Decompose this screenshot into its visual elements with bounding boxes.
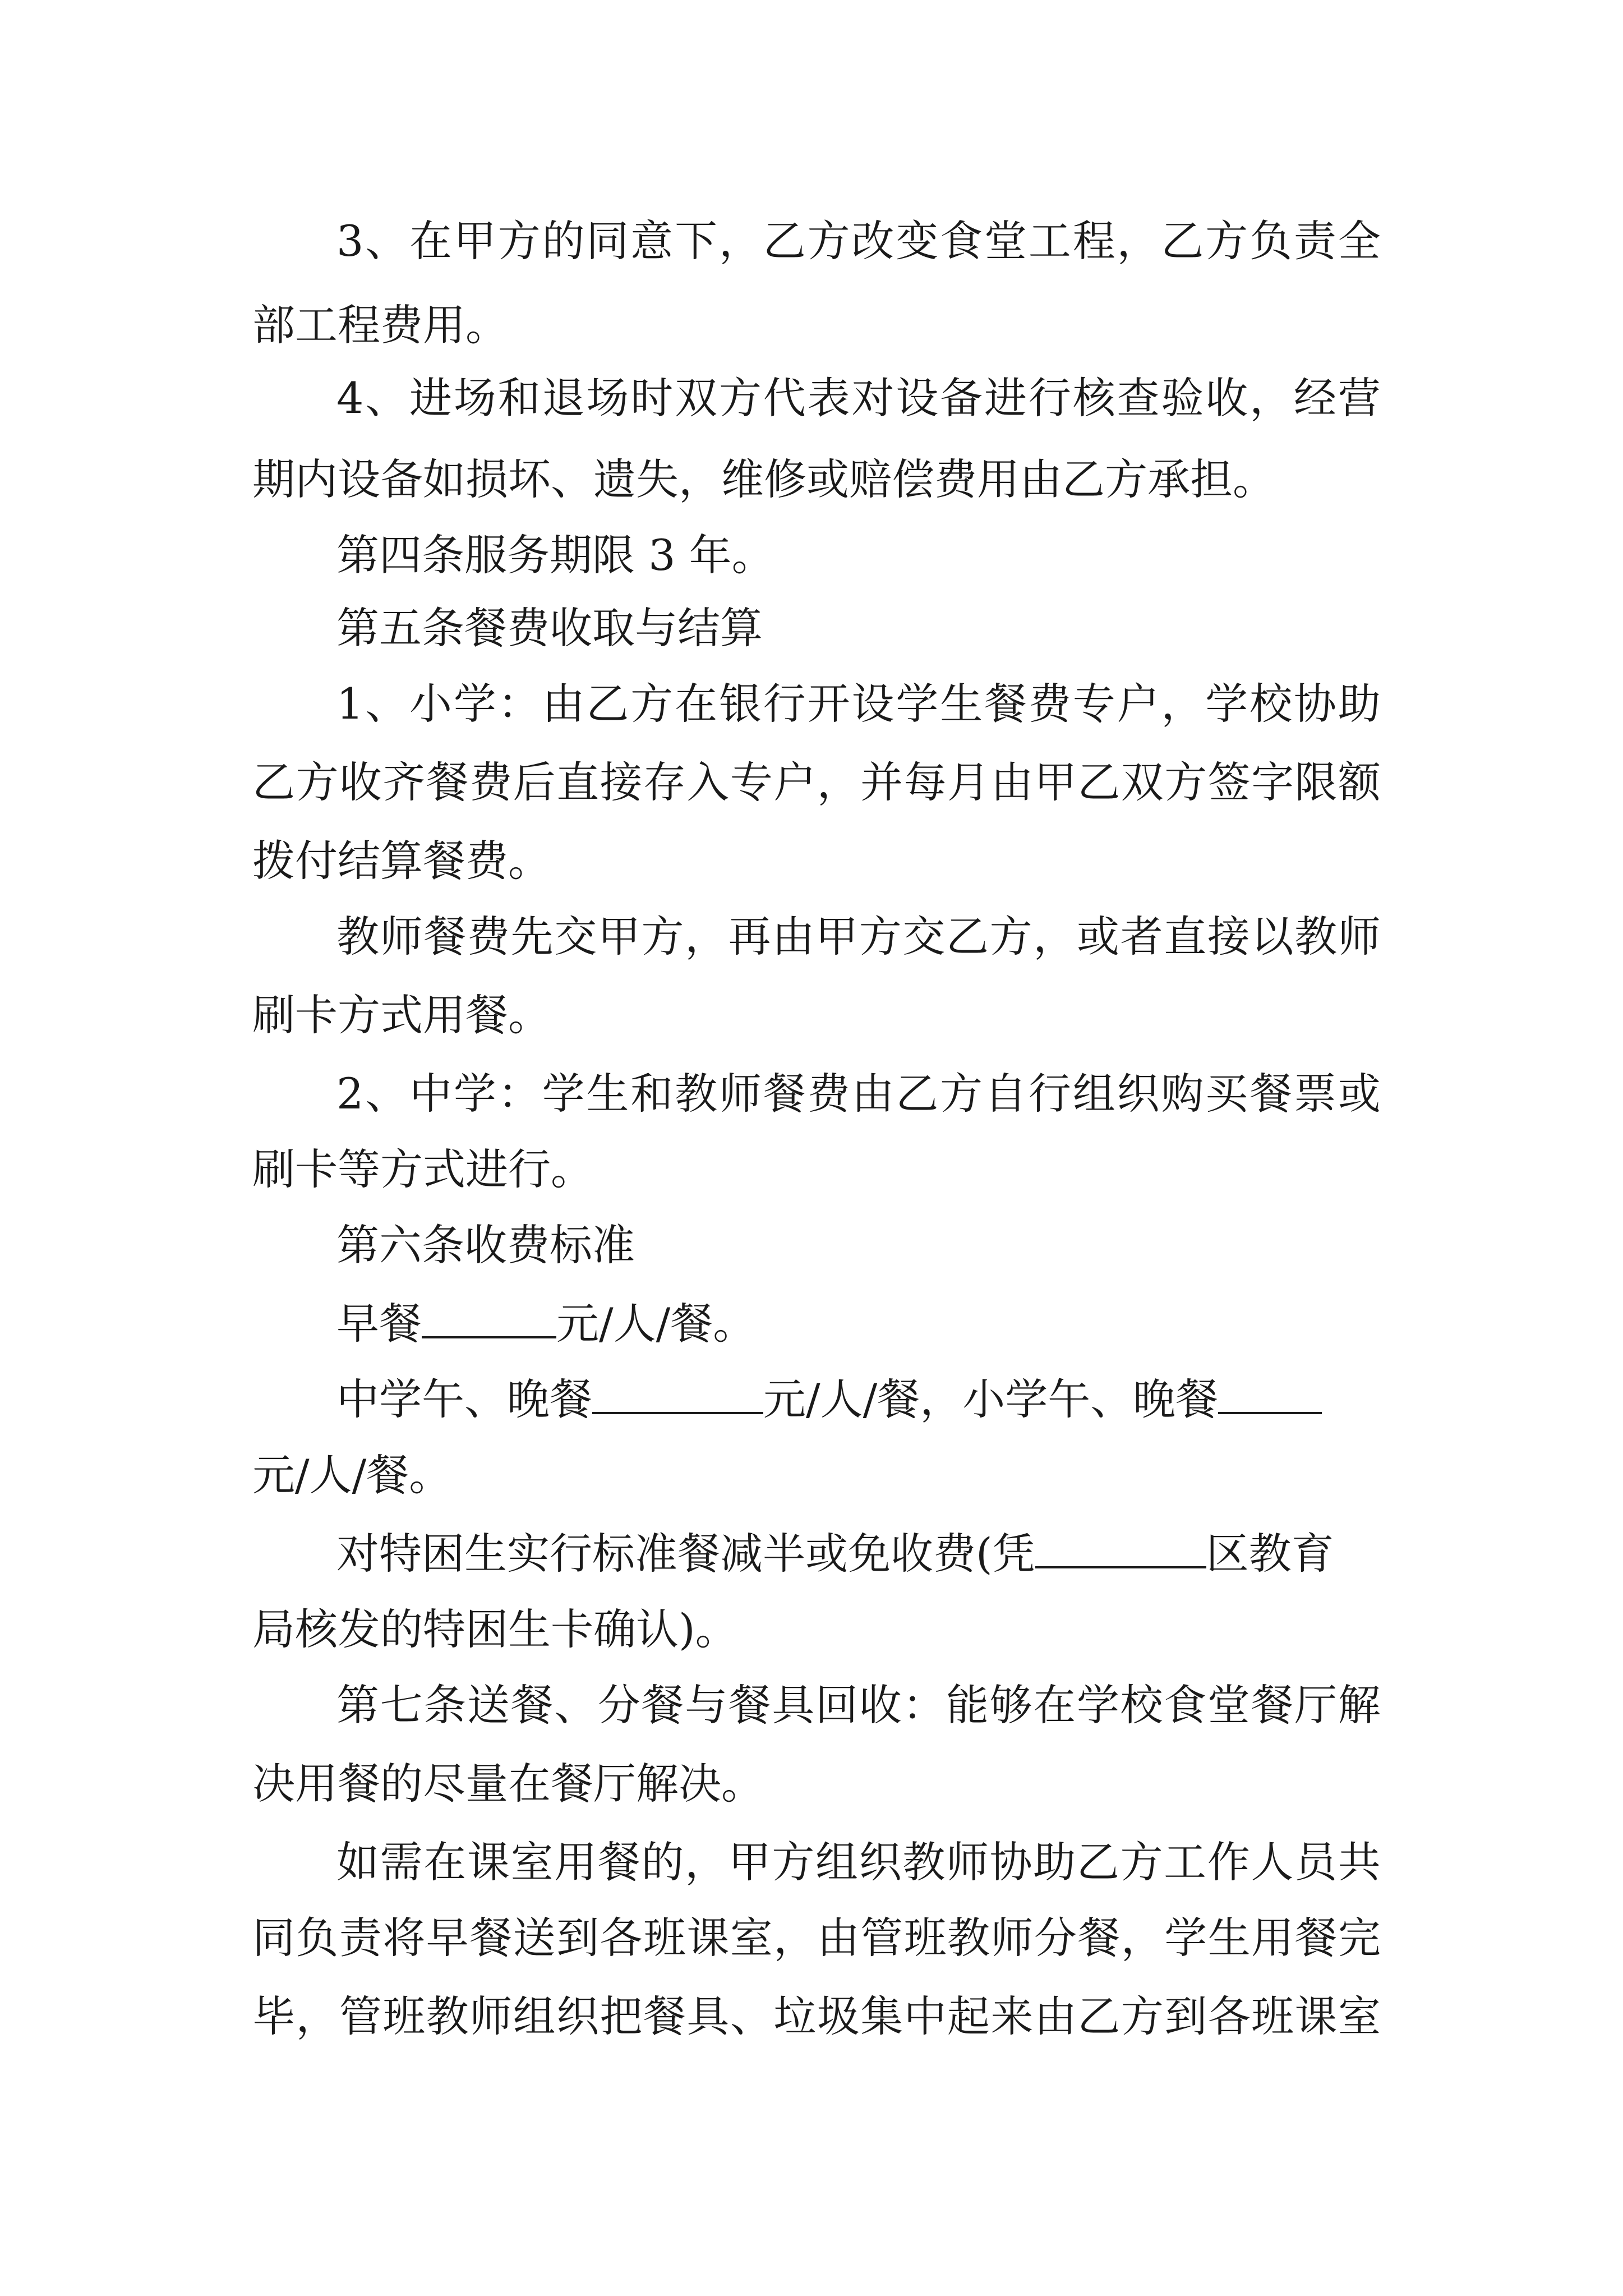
text-char: 由	[817, 1913, 860, 1963]
text-char: 师	[946, 1837, 989, 1887]
text-char: 乙	[896, 1069, 939, 1119]
text-char: 堂	[1207, 1680, 1250, 1730]
text-char: 织	[556, 1991, 600, 2041]
text-char: 餐	[1077, 1913, 1121, 1963]
text-char: 集	[860, 1991, 903, 2041]
text-char: 教	[675, 1069, 718, 1119]
text-char: 与	[685, 1680, 728, 1730]
text-char: 学	[1164, 1913, 1207, 1963]
text-char: 餐	[510, 1680, 554, 1730]
text-char: 验	[1161, 373, 1204, 423]
text-char: 核	[1072, 373, 1115, 423]
text-char: 进	[984, 373, 1027, 423]
text-char: 助	[1033, 1837, 1076, 1887]
text-char: 户	[1117, 679, 1160, 729]
text-char: 乙	[1077, 1991, 1121, 2041]
text-char: 组	[513, 1991, 556, 2041]
text-char: 分	[1034, 1913, 1077, 1963]
text-char: 课	[1294, 1991, 1338, 2041]
text-line: 期内设备如损坏、遗失，维修或赔偿费用由乙方承担。	[252, 454, 1275, 504]
text-char: ，	[1121, 1913, 1164, 1963]
text-char: 中	[409, 1069, 453, 1119]
text-char: 意	[630, 216, 674, 266]
text-char: 、	[554, 1680, 597, 1730]
text-char: 购	[1161, 1069, 1204, 1119]
text-char: 餐	[763, 1069, 806, 1119]
text-char: ，	[817, 757, 860, 807]
text-char: 费	[467, 912, 510, 961]
text-char: 课	[686, 1913, 730, 1963]
text-char: 用	[1251, 1913, 1294, 1963]
text-char: ：	[497, 1069, 541, 1119]
text-char: 由	[542, 679, 585, 729]
text-line: 第五条餐费收取与结算	[336, 603, 763, 653]
text-char: 同	[252, 1913, 295, 1963]
text-line	[252, 1913, 1381, 1963]
text-char: 交	[902, 912, 946, 961]
text-char: ：	[497, 679, 541, 729]
text-char: 程	[1072, 216, 1115, 266]
text-char: 垃	[773, 1991, 817, 2041]
text-char: 师	[718, 1069, 762, 1119]
text-char: 食	[1164, 1680, 1207, 1730]
text-char: 各	[1207, 1991, 1251, 2041]
text-char: 收	[859, 1680, 902, 1730]
text-char: 师	[380, 912, 423, 961]
text-line: 拨付结算餐费。	[252, 836, 551, 886]
text-char: 查	[1117, 373, 1160, 423]
text-char: 交	[554, 912, 597, 961]
text-char: 票	[1293, 1069, 1336, 1119]
text-line	[336, 1299, 755, 1349]
text-char: 代	[763, 373, 806, 423]
text-char: 校	[1249, 679, 1293, 729]
text-char: 方	[772, 1837, 815, 1887]
text-char: 双	[675, 373, 718, 423]
text-char: 来	[990, 1991, 1034, 2041]
text-char: 负	[296, 1913, 339, 1963]
text-char: 行	[1028, 373, 1071, 423]
text-char: 、	[365, 1069, 408, 1119]
text-char: 管	[339, 1991, 382, 2041]
text-char: 由	[990, 757, 1034, 807]
text-char: 学	[1205, 679, 1248, 729]
text-char: ，	[1033, 912, 1076, 961]
text-char: 分	[597, 1680, 640, 1730]
text-char: 、	[365, 679, 408, 729]
text-char: 生	[586, 1069, 629, 1119]
text-char: 设	[896, 373, 939, 423]
text-char: 教	[947, 1913, 990, 1963]
text-char: 教	[426, 1991, 469, 2041]
text-char: 直	[556, 757, 600, 807]
text-char: 餐	[1249, 1069, 1293, 1119]
text-char: 买	[1205, 1069, 1248, 1119]
text-char: 师	[990, 1913, 1034, 1963]
text-char: 乙	[1076, 1837, 1119, 1887]
text-segment: 对特困生实行标准餐减半或免收费(凭	[336, 1529, 1035, 1579]
text-char: 直	[1164, 912, 1207, 961]
text-char: 助	[1338, 679, 1381, 729]
text-char: 方	[1164, 757, 1207, 807]
text-char: 费	[469, 757, 513, 807]
text-char: 管	[860, 1913, 903, 1963]
text-char: 能	[946, 1680, 989, 1730]
text-char: 或	[1338, 1069, 1381, 1119]
text-char: 接	[1207, 912, 1250, 961]
text-char: 甲	[815, 912, 859, 961]
text-char: 学	[1076, 1680, 1119, 1730]
text-char: ，	[718, 216, 762, 266]
text-char: 如	[336, 1837, 379, 1887]
text-char: 表	[807, 373, 850, 423]
text-char: 作	[1207, 1837, 1250, 1887]
text-line	[252, 757, 1381, 808]
text-char: 到	[556, 1913, 600, 1963]
text-char: 食	[940, 216, 983, 266]
text-char: 餐	[641, 1680, 684, 1730]
text-char: 并	[860, 757, 903, 807]
text-char: 生	[940, 679, 983, 729]
text-line: 刷卡方式用餐。	[252, 990, 551, 1040]
text-char: 、	[730, 1991, 773, 2041]
text-char: 专	[730, 757, 773, 807]
text-line: 局核发的特困生卡确认)。	[252, 1604, 738, 1654]
text-char: 甲	[453, 216, 496, 266]
text-char: 齐	[382, 757, 426, 807]
text-char: 教	[1294, 912, 1338, 961]
text-char: 餐	[1251, 1680, 1294, 1730]
text-char: 室	[510, 1837, 554, 1887]
text-line	[252, 1991, 1381, 2042]
text-char: 双	[1121, 757, 1164, 807]
text-char: 生	[1207, 1913, 1251, 1963]
text-char: 学	[896, 679, 939, 729]
text-char: 协	[1293, 679, 1336, 729]
text-segment: 区教育	[1206, 1529, 1334, 1579]
text-char: 学	[542, 1069, 585, 1119]
text-char: 费	[1028, 679, 1071, 729]
fill-in-blank	[422, 1299, 556, 1338]
text-line: 元/人/餐。	[252, 1450, 452, 1500]
text-char: 中	[903, 1991, 947, 2041]
text-char: 早	[426, 1913, 469, 1963]
fill-in-blank	[1035, 1529, 1206, 1568]
text-char: 具	[686, 1991, 730, 2041]
text-char: 到	[1164, 1991, 1207, 2041]
text-char: 校	[1120, 1680, 1163, 1730]
text-char: 组	[1072, 1069, 1115, 1119]
text-char: 后	[513, 757, 556, 807]
text-char: 够	[989, 1680, 1032, 1730]
text-char: 教	[336, 912, 379, 961]
text-char: 学	[453, 1069, 496, 1119]
text-char: 师	[469, 1991, 513, 2041]
text-char: 餐	[1294, 1913, 1338, 1963]
text-char: 起	[947, 1991, 990, 2041]
text-char: 时	[630, 373, 674, 423]
text-line: 部工程费用。	[252, 300, 508, 350]
text-char: 和	[630, 1069, 674, 1119]
text-char: 由	[851, 1069, 895, 1119]
text-char: 织	[1117, 1069, 1160, 1119]
text-char: 厅	[1294, 1680, 1338, 1730]
text-char: 接	[600, 757, 643, 807]
text-char: 方	[641, 912, 684, 961]
text-char: 乙	[586, 679, 629, 729]
text-line	[336, 679, 1381, 729]
text-char: 方	[1205, 216, 1248, 266]
text-char: 甲	[597, 912, 640, 961]
text-char: 行	[1028, 1069, 1071, 1119]
text-char: 室	[1338, 1991, 1381, 2041]
text-char: 乙	[1161, 216, 1204, 266]
text-char: 第	[336, 1680, 379, 1730]
text-line	[336, 1837, 1381, 1888]
text-char: 室	[730, 1913, 773, 1963]
text-char: 乙	[946, 912, 989, 961]
text-char: 设	[851, 679, 895, 729]
text-char: 由	[1034, 1991, 1077, 2041]
text-char: 教	[902, 1837, 946, 1887]
text-char: 方	[497, 216, 541, 266]
text-char: 再	[728, 912, 771, 961]
text-char: 2	[336, 1069, 364, 1119]
text-char: 的	[542, 216, 585, 266]
text-char: 方	[296, 757, 339, 807]
text-char: 备	[940, 373, 983, 423]
text-segment: 元/人/餐。	[556, 1299, 756, 1349]
text-char: 改	[851, 216, 895, 266]
text-char: 餐	[469, 1913, 513, 1963]
text-char: 师	[1338, 912, 1381, 961]
text-char: 营	[1338, 373, 1381, 423]
text-char: 和	[497, 373, 541, 423]
text-char: 乙	[1077, 757, 1121, 807]
text-char: 餐	[423, 912, 467, 961]
text-segment: 中学午、晚餐	[336, 1374, 592, 1424]
text-char: 自	[984, 1069, 1027, 1119]
text-char: 3	[336, 216, 364, 266]
text-char: 在	[675, 679, 718, 729]
text-char: 课	[467, 1837, 510, 1887]
text-char: 同	[586, 216, 629, 266]
text-char: 限	[1294, 757, 1338, 807]
text-char: ，	[296, 1991, 339, 2041]
text-char: 用	[554, 1837, 597, 1887]
text-char: 餐	[426, 757, 469, 807]
text-char: 协	[989, 1837, 1032, 1887]
text-char: 、	[365, 373, 408, 423]
text-char: 行	[763, 679, 806, 729]
text-line	[336, 373, 1381, 424]
text-char: 甲	[1034, 757, 1077, 807]
text-char: 、	[365, 216, 408, 266]
text-line	[336, 912, 1381, 962]
text-char: 学	[453, 679, 496, 729]
text-char: 每	[903, 757, 947, 807]
text-char: 收	[1205, 373, 1248, 423]
text-char: ，	[1117, 216, 1160, 266]
text-char: 经	[1293, 373, 1336, 423]
text-char: 解	[1338, 1680, 1381, 1730]
text-char: 需	[380, 1837, 423, 1887]
text-char: 方	[1120, 1837, 1163, 1887]
text-char: 变	[896, 216, 939, 266]
text-char: 乙	[252, 757, 295, 807]
text-char: 专	[1072, 679, 1115, 729]
text-char: 方	[1121, 1991, 1164, 2041]
text-line	[336, 1680, 1381, 1731]
text-line: 第四条服务期限 3 年。	[336, 530, 774, 580]
text-line: 刷卡等方式进行。	[252, 1144, 593, 1194]
text-char: 全	[1338, 216, 1381, 266]
text-char: 完	[1338, 1913, 1381, 1963]
text-char: ，	[773, 1913, 817, 1963]
text-char: 费	[807, 1069, 850, 1119]
text-char: 甲	[728, 1837, 771, 1887]
text-char: 各	[600, 1913, 643, 1963]
text-char: 乙	[763, 216, 806, 266]
text-char: 在	[1033, 1680, 1076, 1730]
text-char: 责	[339, 1913, 382, 1963]
text-char: 下	[675, 216, 718, 266]
text-char: 人	[1251, 1837, 1294, 1887]
text-char: 收	[339, 757, 382, 807]
text-segment: 早餐	[336, 1299, 422, 1349]
text-char: 退	[542, 373, 585, 423]
fill-in-blank	[1218, 1375, 1322, 1414]
text-char: 织	[859, 1837, 902, 1887]
text-char: 工	[1164, 1837, 1207, 1887]
text-char: 具	[772, 1680, 815, 1730]
text-line	[336, 216, 1381, 266]
text-char: 签	[1207, 757, 1251, 807]
text-char: 的	[641, 1837, 684, 1887]
text-char: 圾	[817, 1991, 860, 2041]
text-char: 方	[718, 373, 762, 423]
text-char: 七	[380, 1680, 423, 1730]
text-char: 在	[423, 1837, 467, 1887]
text-char: 组	[815, 1837, 859, 1887]
text-char: ，	[685, 1837, 728, 1887]
text-char: 字	[1251, 757, 1294, 807]
text-char: 餐	[728, 1680, 771, 1730]
text-char: 方	[940, 1069, 983, 1119]
text-char: 1	[336, 679, 364, 729]
text-char: 工	[1028, 216, 1071, 266]
text-char: 班	[382, 1991, 426, 2041]
text-char: 员	[1294, 1837, 1338, 1887]
text-char: 责	[1293, 216, 1336, 266]
text-char: 4	[336, 373, 364, 423]
text-char: 入	[686, 757, 730, 807]
text-char: 把	[600, 1991, 643, 2041]
text-char: 回	[815, 1680, 859, 1730]
fill-in-blank	[592, 1375, 763, 1414]
text-char: 班	[1251, 1991, 1294, 2041]
text-line	[336, 1069, 1381, 1119]
text-char: 对	[851, 373, 895, 423]
text-char: 户	[773, 757, 817, 807]
text-char: 餐	[984, 679, 1027, 729]
text-segment: 元/人/餐，小学午、晚餐	[763, 1374, 1219, 1424]
text-char: 者	[1120, 912, 1163, 961]
text-line	[336, 1374, 1322, 1425]
text-char: 送	[513, 1913, 556, 1963]
text-char: 共	[1338, 1837, 1381, 1887]
text-line: 第六条收费标准	[336, 1220, 635, 1270]
text-char: 方	[859, 912, 902, 961]
text-char: ，	[1161, 679, 1204, 729]
text-line: 决用餐的尽量在餐厅解决。	[252, 1759, 764, 1809]
text-char: 方	[630, 679, 674, 729]
text-char: ：	[902, 1680, 946, 1730]
text-char: 银	[718, 679, 762, 729]
text-char: 班	[903, 1913, 947, 1963]
text-char: 送	[467, 1680, 510, 1730]
text-char: 场	[586, 373, 629, 423]
text-char: ，	[1249, 373, 1293, 423]
text-char: 负	[1249, 216, 1293, 266]
text-char: 堂	[984, 216, 1027, 266]
text-char: 毕	[252, 1991, 295, 2041]
text-char: 进	[409, 373, 453, 423]
text-char: 方	[807, 216, 850, 266]
text-char: 在	[409, 216, 453, 266]
text-char: 存	[643, 757, 686, 807]
text-char: 或	[1076, 912, 1119, 961]
text-char: 餐	[597, 1837, 640, 1887]
text-char: 方	[989, 912, 1032, 961]
text-char: 由	[772, 912, 815, 961]
text-char: 先	[510, 912, 554, 961]
text-char: ，	[685, 912, 728, 961]
text-char: 场	[453, 373, 496, 423]
text-char: 以	[1251, 912, 1294, 961]
text-line	[336, 1529, 1334, 1579]
text-char: 月	[947, 757, 990, 807]
text-char: 小	[409, 679, 453, 729]
text-char: 开	[807, 679, 850, 729]
text-char: 条	[423, 1680, 467, 1730]
text-char: 餐	[643, 1991, 686, 2041]
text-char: 班	[643, 1913, 686, 1963]
text-char: 将	[382, 1913, 426, 1963]
text-char: 额	[1338, 757, 1381, 807]
